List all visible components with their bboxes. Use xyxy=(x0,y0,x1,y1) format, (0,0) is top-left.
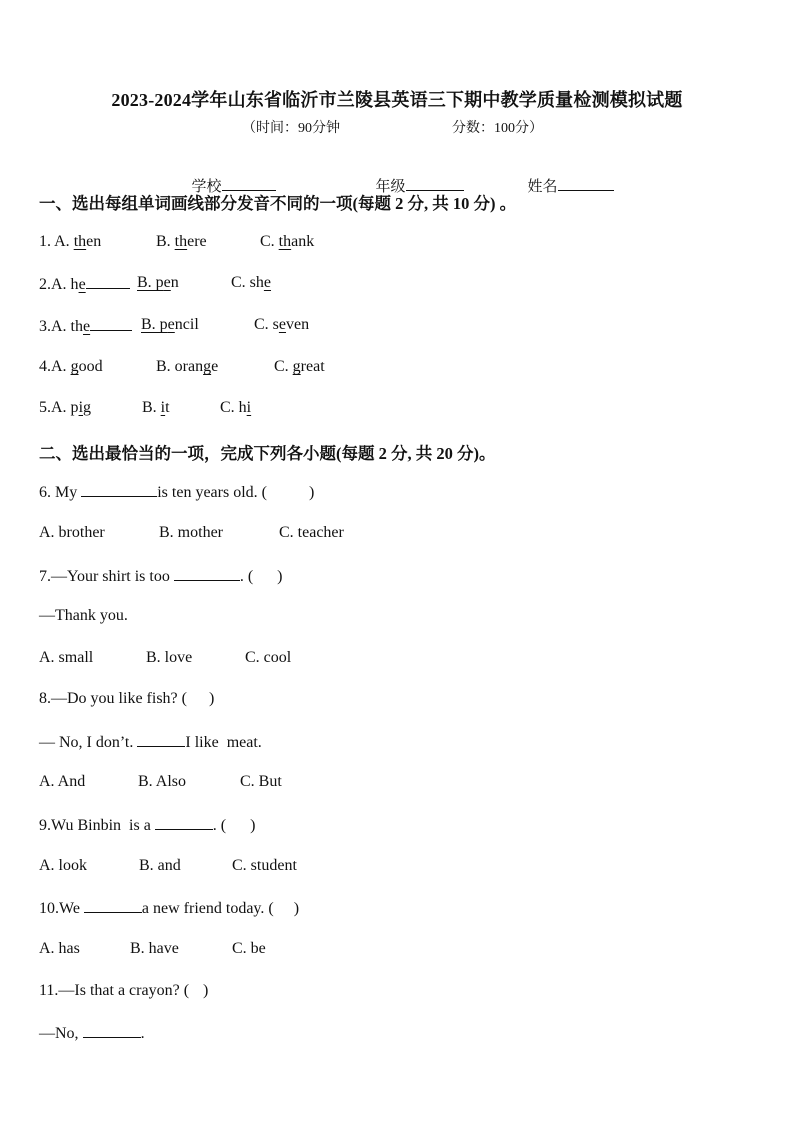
answer-blank xyxy=(84,898,142,913)
answer-blank xyxy=(81,482,157,497)
answer-blank xyxy=(174,566,240,581)
option-b: B. pencil xyxy=(141,316,199,333)
option-b: B. orange xyxy=(156,358,219,375)
option-a: A. has xyxy=(39,940,80,957)
question-9: 9.Wu Binbin is a . ( ) xyxy=(39,817,256,834)
question-8: 8.—Do you like fish? ( ) xyxy=(39,690,215,707)
option-b: B. there xyxy=(156,233,207,250)
question-11-reply: —No, . xyxy=(39,1025,145,1042)
option-a: 1. A. then xyxy=(39,233,102,250)
option-b: B. it xyxy=(142,399,170,416)
name-label: 姓名 xyxy=(527,179,558,195)
option-c: C. be xyxy=(232,940,266,957)
option-b: B. pen xyxy=(137,274,179,291)
exam-time: （时间：90分钟 xyxy=(242,121,340,136)
option-c: C. student xyxy=(232,857,297,874)
option-c: C. cool xyxy=(245,649,292,666)
option-b: B. Also xyxy=(138,773,187,790)
underline-gap xyxy=(90,316,132,331)
option-c: C. thank xyxy=(260,233,315,250)
underline-gap xyxy=(86,274,130,289)
option-a: 4.A. good xyxy=(39,358,103,375)
option-a: 2.A. he xyxy=(39,274,130,294)
option-b: B. mother xyxy=(159,524,223,541)
option-a: 3.A. the xyxy=(39,316,132,336)
option-a: 5.A. pig xyxy=(39,399,92,416)
page-title: 2023-2024学年山东省临沂市兰陵县英语三下期中教学质量检测模拟试题 xyxy=(111,90,683,110)
option-c: C. But xyxy=(240,773,282,790)
section1-heading: 一、选出每组单词画线部分发音不同的一项(每题 2 分, 共 10 分) 。 xyxy=(39,194,517,213)
answer-blank xyxy=(83,1023,141,1038)
option-c: C. seven xyxy=(254,316,310,333)
grade-blank xyxy=(406,176,464,191)
question-7-reply: —Thank you. xyxy=(39,607,128,624)
question-6: 6. My is ten years old. ( ) xyxy=(39,484,315,501)
question-10: 10.We a new friend today. ( ) xyxy=(39,900,300,917)
option-a: A. small xyxy=(39,649,94,666)
question-7: 7.—Your shirt is too . ( ) xyxy=(39,568,283,585)
option-b: B. have xyxy=(130,940,179,957)
option-c: C. hi xyxy=(220,399,252,416)
question-8-reply: — No, I don’t. I like meat. xyxy=(39,734,262,751)
option-c: C. she xyxy=(231,274,272,291)
name-field xyxy=(520,158,614,196)
option-c: C. teacher xyxy=(279,524,344,541)
name-blank xyxy=(558,176,614,191)
grade-label: 年级 xyxy=(375,179,406,195)
school-blank xyxy=(222,176,276,191)
answer-blank xyxy=(137,732,185,747)
option-a: A. look xyxy=(39,857,87,874)
answer-blank xyxy=(155,815,213,830)
option-b: B. and xyxy=(139,857,181,874)
option-c: C. great xyxy=(274,358,325,375)
option-b: B. love xyxy=(146,649,193,666)
question-11: 11.—Is that a crayon? ( ) xyxy=(39,982,209,999)
school-label: 学校 xyxy=(191,179,222,195)
option-a: A. And xyxy=(39,773,86,790)
option-a: A. brother xyxy=(39,524,105,541)
section2-heading: 二、选出最恰当的一项，完成下列各小题(每题 2 分, 共 20 分)。 xyxy=(39,444,496,463)
exam-score: 分数：100分） xyxy=(452,121,543,136)
